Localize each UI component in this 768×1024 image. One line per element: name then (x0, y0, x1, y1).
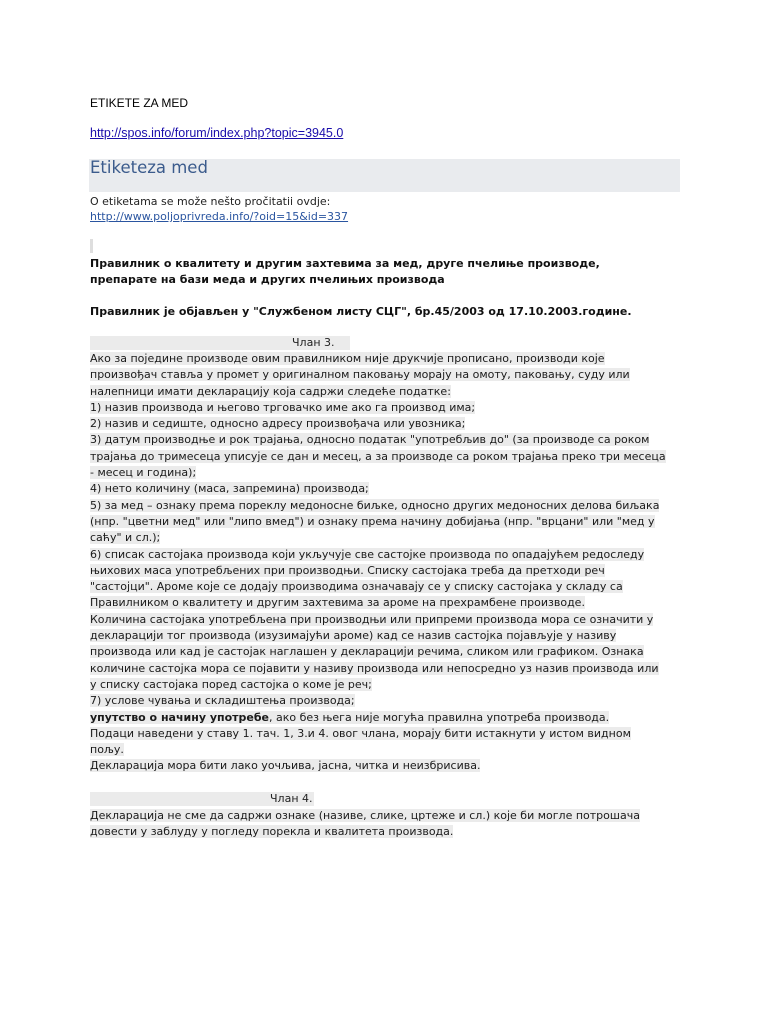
article3-body (90, 351, 690, 775)
forum-link[interactable]: http://spos.info/forum/index.php?topic=3945.0 (90, 126, 344, 140)
rule-title (90, 256, 690, 288)
usage-rest: , ако без њега није могућа правилна употреба производа. (269, 710, 610, 724)
body-line: 6) списак састојака производа који укључује све састојке производа по опадајућем редоследу (90, 547, 645, 561)
body-line: Количина састојака употребљена при производњи или припреми производа мора се означити у (90, 612, 654, 626)
body-line: Подаци наведени у ставу 1. тач. 1, 3.и 4. овог члана, морају бити истакнути у истом видном (90, 726, 631, 740)
section-heading: Etiketeza med (90, 158, 208, 177)
document-title: ETIKETE ZA MED (90, 96, 189, 110)
body-line: произвођач ставља у промет у оригиналном паковању морају на омоту, паковању, суду или (90, 368, 630, 382)
rule-title-line-1: Правилник о квалитету и другим захтевима за мед, друге пчелиње производе, (90, 257, 600, 270)
usage-line (90, 710, 690, 726)
body-line: - месец и година); (90, 466, 197, 480)
body-line: 2) назив и седиште, односно адресу произвођача или увозника; (90, 417, 466, 431)
body-line: "састојци". Ароме које се додају производима означавају се у списку састојака у складу са (90, 580, 623, 594)
body-line: пољу. (90, 743, 124, 757)
body-line: Декларација мора бити лако уочљива, јасна, читка и неизбрисива. (90, 759, 481, 773)
body-line: 3) датум производње и рок трајања, односно податак "употребљив до" (за производе са роком (90, 433, 650, 447)
body-line: довести у заблуду у погледу порекла и квалитета производа. (90, 825, 454, 839)
body-line: у списку састојака поред састојка о коме је реч; (90, 677, 372, 691)
rule-title-line-2: препарате на бази меда и других пчелињих производа (90, 273, 445, 286)
body-line: трајања до тримесеца уписује се дан и месец, а за производе са роком трајања преко три месеца (90, 449, 666, 463)
article3-heading: Члан 3. (292, 336, 335, 349)
body-line: 5) за мед – ознаку према пореклу медоносне биљке, односно других медоносних делова биљака (90, 498, 660, 512)
body-line: производа или кад је састојак наглашен у декларацији речима, сликом или графиком. Ознака (90, 645, 644, 659)
body-line: саћу" и сл.); (90, 531, 161, 545)
body-line: (нпр. "цветни мед" или "липо вмед") и ознаку према начину добијања (нпр. "врцани" или "мед у (90, 514, 655, 528)
intro-link[interactable]: http://www.poljoprivreda.info/?oid=15&id=337 (90, 210, 349, 223)
body-line: декларацији тог производа (изузимајући ароме) кад се назив састојка појављује у називу (90, 629, 617, 643)
body-line: Ако за поједине производе овим правилником није друкчије прописано, производи које (90, 352, 605, 365)
article4-body (90, 808, 690, 841)
publication-note: Правилник је објављен у "Службеном листу СЦГ", бр.45/2003 од 17.10.2003.године. (90, 305, 632, 318)
body-line: Правилником о квалитету и другим захтевима за ароме на прехрамбене производе. (90, 596, 585, 610)
body-line: њихових маса употребљених при производњи. Списку састојака треба да претходи реч (90, 563, 605, 577)
body-line: 1) назив производа и његово трговачко име ако га производ има; (90, 400, 476, 414)
body-line: 7) услове чувања и складиштења производа; (90, 694, 355, 708)
body-line: налепници имати декларацију која садржи следеће податке: (90, 384, 451, 398)
body-line: Декларација не сме да садржи ознаке (називе, слике, цртеже и сл.) које би могле потрошача (90, 809, 640, 822)
usage-bold: упутство о начину употребе (90, 710, 270, 724)
intro-text: O etiketama se može nešto pročitatii ovdje: (90, 195, 331, 208)
quote-marker (90, 239, 93, 253)
body-line: количине састојка мора се појавити у називу производа или непосредно уз назив производа или (90, 661, 659, 675)
body-line: 4) нето количину (маса, запремина) производа; (90, 482, 369, 496)
article4-heading: Члан 4. (270, 792, 313, 805)
